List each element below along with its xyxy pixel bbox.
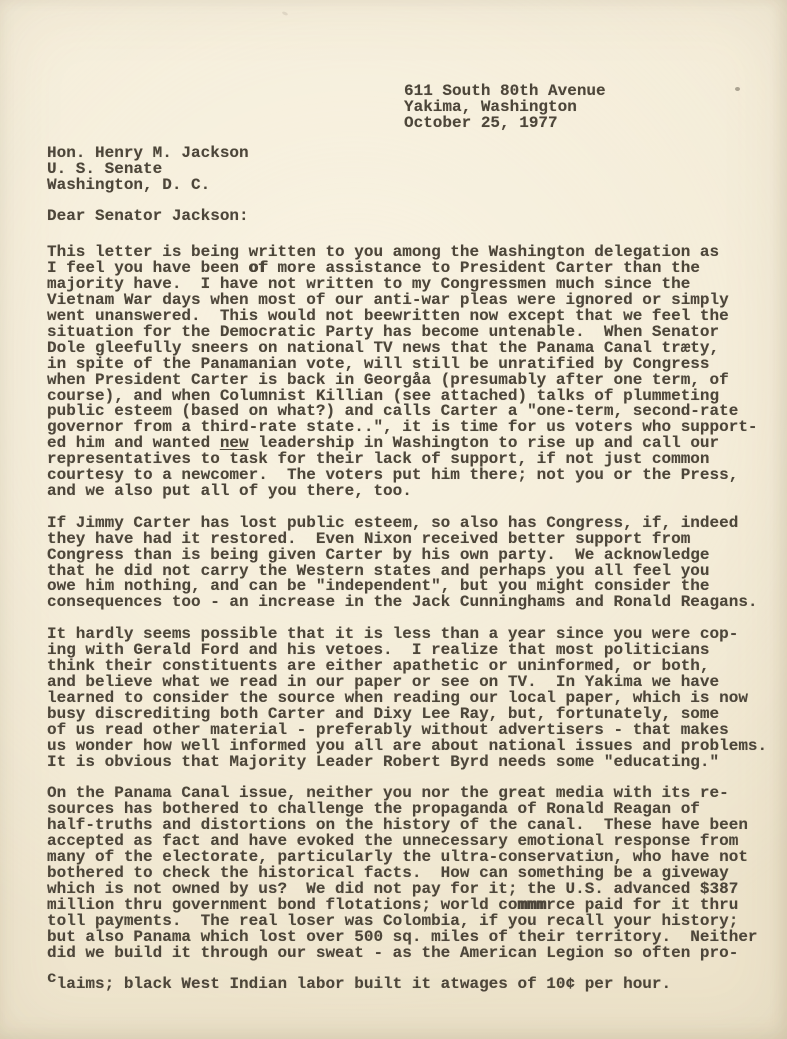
- letter-line: did we build it through our sweat - as the American Legion so often pro-: [47, 943, 739, 962]
- paragraph: [47, 786, 767, 961]
- paragraph: [47, 627, 767, 770]
- letter-line: Dole gleefully sneers on national TV news that the Panama Canal træty,: [47, 338, 720, 357]
- letter-line: when President Carter is back in Georgåa (presumably after one term, of: [47, 370, 729, 389]
- letter-line: On the Panama Canal issue, neither you nor the great media with its re-: [47, 784, 729, 803]
- letter-line: learned to consider the source when reading our local paper, which is now: [47, 688, 748, 707]
- raised-character: c: [47, 969, 57, 988]
- letter-line: course), and when Columnist Killian (see attached) talks of plummeting: [47, 386, 720, 405]
- letter-line: Washington, D. C.: [47, 175, 211, 194]
- letter-line: Yakima, Washington: [404, 97, 577, 116]
- underlined-text: new: [219, 434, 249, 453]
- letter-line: million thru government bond flotations; world commmrce paid for it thru: [47, 895, 739, 914]
- letter-line: courtesy to a newcomer. The voters put him there; not you or the Press,: [47, 466, 739, 485]
- letter-line: claims; black West Indian labor built it atwages of 10¢ per hour.: [47, 969, 672, 994]
- letter-line: ing with Gerald Ford and his vetoes. I realize that most politicians: [47, 641, 710, 660]
- ink-smudge: [282, 11, 289, 16]
- letter-line: It is obvious that Majority Leader Robert Byrd needs some "educating.": [47, 752, 720, 771]
- letter-line: public esteem (based on what?) and calls Carter a "one-term, second-rate: [47, 402, 739, 421]
- recipient-address-block: [47, 143, 767, 194]
- letter-line: majority have. I have not written to my Congressmen much since the: [47, 275, 691, 294]
- letter-line: 611 South 80th Avenue: [404, 82, 606, 100]
- overstruck-text: of: [248, 259, 268, 278]
- letter-line: and believe what we read in our paper or see on TV. In Yakima we have: [47, 673, 720, 691]
- letter-line: busy discrediting both Carter and Dixy Lee Ray, but, fortunately, some: [47, 704, 720, 723]
- letter-line: If Jimmy Carter has lost public esteem, so also has Congress, if, indeed: [47, 513, 739, 532]
- letter-line: us wonder how well informed you all are about national issues and problems.: [47, 736, 768, 755]
- letter-line: which is not owned by us? We did not pay for it; the U.S. advanced $387: [47, 879, 739, 898]
- salutation: Dear Senator Jackson:: [47, 207, 249, 226]
- letter-body: [47, 245, 767, 993]
- letter-line: in spite of the Panamanian vote, will still be unratified by Congress: [47, 354, 710, 373]
- letter-line: I feel you have been of more assistance to President Carter than the: [47, 259, 700, 278]
- paragraph: [47, 969, 767, 994]
- letter-line: sources has bothered to challenge the propaganda of Ronald Reagan of: [47, 800, 700, 819]
- letter-line: Congress than is being given Carter by his own party. We acknowledge: [47, 545, 710, 564]
- paragraph: [47, 245, 767, 500]
- letter-line: and we also put all of you there, too.: [47, 481, 412, 500]
- letter-line: Vietnam War days when most of our anti-war pleas were ignored or simply: [47, 291, 729, 310]
- letter-line: Hon. Henry M. Jackson: [47, 143, 249, 162]
- letter-line: half-truths and distortions on the history of the canal. These have been: [47, 816, 748, 835]
- letter-line: owe him nothing, and can be "independent", but you might consider the: [47, 577, 710, 596]
- letter-line: think their constituents are either apathetic or uninformed, or both,: [47, 657, 710, 676]
- paragraph: [47, 513, 767, 612]
- letter-line: that he did not carry the Western states and perhaps you all feel you: [47, 561, 710, 580]
- letter-line: consequences too - an increase in the Jack Cunninghams and Ronald Reagans.: [47, 593, 758, 612]
- ink-speck: [735, 87, 740, 91]
- letter-line: of us read other material - preferably without advertisers - that makes: [47, 720, 729, 739]
- letter-line: October 25, 1977: [404, 113, 558, 132]
- letter-line: U. S. Senate: [47, 159, 163, 178]
- letter-line: ed him and wanted new leadership in Washington to rise up and call our: [47, 434, 720, 453]
- letter-line: they have had it restored. Even Nixon received better support from: [47, 529, 691, 548]
- letter-line: bothered to check the historical facts. How can something be a giveway: [47, 863, 729, 882]
- letter-line: toll payments. The real loser was Colombia, if you recall your history;: [47, 911, 739, 930]
- letter-line: It hardly seems possible that it is less than a year since you were cop-: [47, 625, 739, 644]
- letter-line: governor from a third-rate state..", it is time for us voters who support-: [47, 418, 758, 437]
- letter-line: situation for the Democratic Party has become untenable. When Senator: [47, 322, 720, 341]
- letter-line: but also Panama which lost over 500 sq. miles of their territory. Neither: [47, 927, 758, 946]
- salutation-block: [47, 209, 767, 225]
- letter-line: many of the electorate, particularly the ultra-conservatiʊn, who have not: [47, 848, 748, 867]
- letter-line: accepted as fact and have evoked the unnecessary emotional response from: [47, 832, 739, 851]
- sender-address-block: [404, 84, 767, 132]
- letter-line: This letter is being written to you among the Washington delegation as: [47, 243, 720, 262]
- letter-line: representatives to task for their lack of support, if not just common: [47, 450, 710, 469]
- overstruck-text: mmm: [517, 895, 547, 914]
- letter-line: went unanswered. This would not beewritten now except that we feel the: [47, 306, 729, 325]
